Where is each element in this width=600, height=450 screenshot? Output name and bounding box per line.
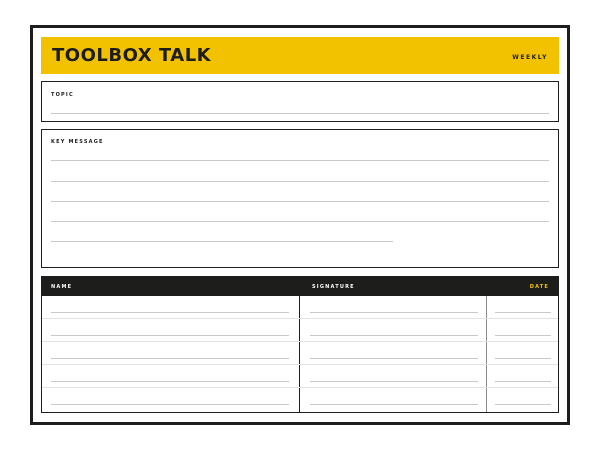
date-entry-line[interactable] — [495, 381, 551, 382]
frequency-label: WEEKLY — [512, 54, 548, 61]
signature-entry-line[interactable] — [310, 312, 478, 313]
key-message-line[interactable] — [51, 241, 393, 242]
topic-field[interactable] — [41, 81, 559, 122]
attendance-row — [42, 388, 558, 411]
attendance-row — [42, 319, 558, 342]
signature-entry-line[interactable] — [310, 404, 478, 405]
name-column-header: NAME — [51, 284, 73, 290]
signature-entry-line[interactable] — [310, 335, 478, 336]
attendance-table — [41, 276, 559, 413]
date-column-header: DATE — [529, 284, 549, 290]
key-message-line[interactable] — [51, 221, 549, 222]
key-message-field[interactable] — [41, 129, 559, 268]
title-banner — [41, 37, 559, 74]
key-message-line[interactable] — [51, 160, 549, 161]
name-entry-line[interactable] — [51, 312, 289, 313]
signature-entry-line[interactable] — [310, 358, 478, 359]
key-message-label: KEY MESSAGE — [51, 139, 104, 145]
name-entry-line[interactable] — [51, 404, 289, 405]
attendance-row — [42, 365, 558, 388]
attendance-table-header — [42, 277, 558, 296]
topic-writing-line[interactable] — [51, 113, 549, 114]
date-entry-line[interactable] — [495, 335, 551, 336]
name-entry-line[interactable] — [51, 381, 289, 382]
attendance-row — [42, 342, 558, 365]
key-message-line[interactable] — [51, 201, 549, 202]
signature-column-header: SIGNATURE — [312, 284, 355, 290]
name-entry-line[interactable] — [51, 335, 289, 336]
date-entry-line[interactable] — [495, 358, 551, 359]
name-entry-line[interactable] — [51, 358, 289, 359]
date-entry-line[interactable] — [495, 404, 551, 405]
signature-entry-line[interactable] — [310, 381, 478, 382]
date-entry-line[interactable] — [495, 312, 551, 313]
form-title: TOOLBOX TALK — [52, 45, 212, 66]
attendance-row — [42, 296, 558, 319]
topic-label: TOPIC — [51, 92, 74, 98]
key-message-line[interactable] — [51, 181, 549, 182]
